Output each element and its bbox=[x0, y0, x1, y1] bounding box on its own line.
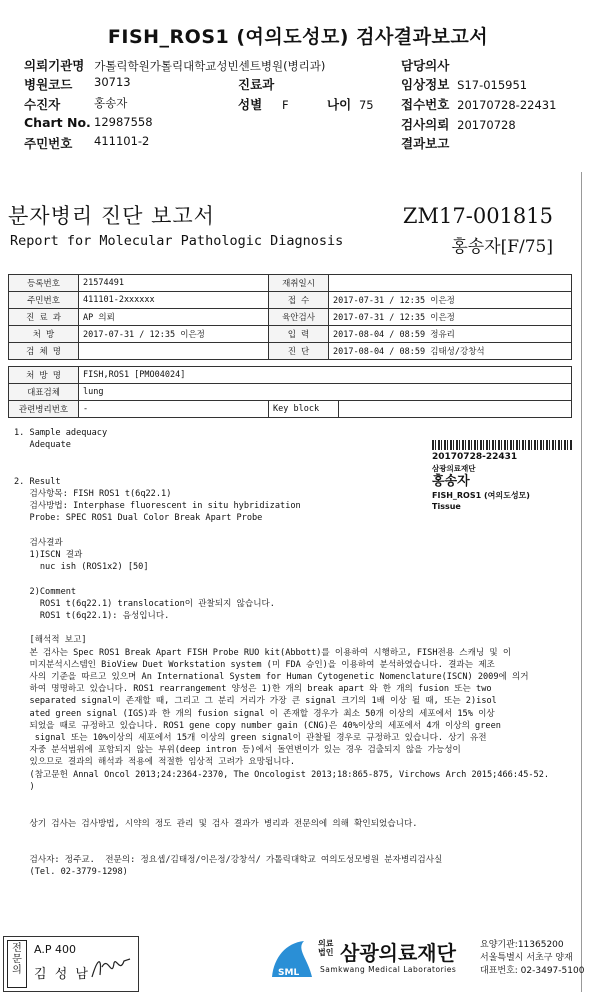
report-line: nuc ish (ROS1x2) [50] bbox=[14, 562, 149, 573]
org-en: Samkwang Medical Laboratories bbox=[320, 965, 457, 974]
hospital-code-label: 병원코드 bbox=[24, 77, 73, 92]
request-row bbox=[401, 115, 516, 133]
report-line: 본 검사는 Spec ROS1 Break Apart FISH Probe RUO kit(Abbott)를 이용하여 시행하고, FISH전용 스캐닝 및 이 bbox=[14, 647, 512, 658]
resident-no-label: 주민번호 bbox=[24, 136, 73, 151]
cosign-label: 재취일시 bbox=[269, 275, 329, 292]
phone-row: 대표번호: 02-3497-5100 bbox=[480, 966, 585, 976]
specimen-value bbox=[79, 343, 269, 360]
institution-row bbox=[24, 56, 325, 74]
report-line bbox=[14, 793, 549, 805]
report-line: signal 또는 10%이상의 세포에서 15개 이상의 green signal이 관찰될 경우로 규정하고 있습니다. 상기 유전 bbox=[14, 733, 487, 744]
report-line: ROS1 t(6q22.1): 음성입니다. bbox=[14, 611, 170, 622]
age-value: 75 bbox=[358, 98, 374, 112]
chart-no-row bbox=[24, 115, 153, 130]
institution-value: 가톨릭학원가톨릭대학교성빈센트병원(병리과) bbox=[94, 59, 326, 73]
gross-label: 육안검사 bbox=[269, 309, 329, 326]
report-line: (Tel. 02-3779-1298) bbox=[14, 867, 128, 878]
patient-value: 홍송자 bbox=[94, 96, 128, 110]
doctor-label: 담당의사 bbox=[401, 58, 450, 73]
table-row bbox=[9, 401, 572, 418]
receipt-no-value: 20170728-22431 bbox=[457, 98, 557, 112]
hospital-code-value: 30713 bbox=[94, 75, 131, 89]
report-line: 미지분석시스템인 BioView Duet Workstation system (미 FDA 승인)을 이용하여 분석하였습니다. 결과는 제조 bbox=[14, 659, 495, 670]
report-line: 되었을 때로 규정하고 있습니다. ROS1 gene copy number gain (CNG)은 40%이상의 세포에서 4개 이상의 green bbox=[14, 720, 501, 731]
cosign-value bbox=[329, 275, 572, 292]
org-prefix: 의료법인 bbox=[318, 939, 334, 957]
order-table bbox=[8, 366, 572, 418]
sticker-test: FISH_ROS1 (여의도성모) bbox=[432, 491, 530, 500]
order-value: FISH,ROS1 [PMO04024] bbox=[79, 367, 572, 384]
gross-value: 2017-07-31 / 12:35 이은정 bbox=[329, 309, 572, 326]
sticker-patient: 홍송자 bbox=[432, 474, 470, 489]
reg-no-value: 21574491 bbox=[79, 275, 269, 292]
chart-no-value: 12987558 bbox=[94, 115, 153, 129]
input-label: 입 력 bbox=[269, 326, 329, 343]
sml-logo-icon bbox=[268, 937, 316, 985]
report-line: 검사결과 bbox=[14, 537, 63, 548]
reg-no-label: 등록번호 bbox=[9, 275, 79, 292]
sticker-receipt-no: 20170728-22431 bbox=[432, 452, 518, 462]
related-label: 관련병리번호 bbox=[9, 401, 79, 418]
hospital-code-row bbox=[24, 75, 131, 93]
resident-value: 411101-2xxxxxx bbox=[79, 292, 269, 309]
report-title-ko: 분자병리 진단 보고서 bbox=[8, 204, 215, 228]
report-line: 2)Comment bbox=[14, 586, 77, 597]
report-line: separated signal이 존재할 때, 그리고 그 분리 거리가 가장 큰 signal 크기의 1배 이상 될 때, 또는 2)isol bbox=[14, 696, 497, 707]
age-row bbox=[327, 95, 374, 113]
report-line bbox=[14, 805, 549, 817]
report-title-en: Report for Molecular Pathologic Diagnosis bbox=[10, 233, 344, 249]
receipt-label: 접 수 bbox=[269, 292, 329, 309]
keyblock-value bbox=[339, 401, 572, 418]
report-line bbox=[14, 573, 549, 585]
dept-label: 진 료 과 bbox=[9, 309, 79, 326]
report-line bbox=[14, 830, 549, 842]
report-body bbox=[14, 427, 549, 879]
address: 서울특별시 서초구 양재 bbox=[480, 953, 573, 963]
receipt-no-row bbox=[401, 95, 556, 113]
report-line: 검사항목: FISH ROS1 t(6q22.1) bbox=[14, 489, 172, 500]
report-line bbox=[14, 622, 549, 634]
request-label: 검사의뢰 bbox=[401, 117, 450, 132]
table-row bbox=[9, 309, 572, 326]
report-line: 검사자: 정주교. 전문의: 정요셉/김태정/이은정/강창석/ 가톨릭대학교 여의도성모병원 분자병리검사실 bbox=[14, 855, 443, 866]
info-table bbox=[8, 274, 572, 360]
report-line: 상기 검사는 검사방법, 시약의 정도 관리 및 검사 결과가 병리과 전문의에 의해 확인되었습니다. bbox=[14, 818, 418, 829]
report-line: 자중 분석범위에 포함되지 않는 부위(deep intron 등)에서 돌연변이가 있는 경우 검출되지 않을 가능성이 bbox=[14, 745, 461, 756]
request-value: 20170728 bbox=[457, 118, 516, 132]
resident-no-value: 411101-2 bbox=[94, 134, 150, 148]
ap-number: A.P 400 bbox=[34, 943, 76, 956]
dept-value: AP 의뢰 bbox=[79, 309, 269, 326]
page-title: FISH_ROS1 (여의도성모) 검사결과보고서 bbox=[107, 26, 489, 48]
specimen-label: 검 체 명 bbox=[9, 343, 79, 360]
table-row bbox=[9, 367, 572, 384]
table-row bbox=[9, 384, 572, 401]
report-line: 사의 기준을 따르고 있으며 An International System for Human Cytogenetic Nomenclature(ISCN) 2009에 의거 bbox=[14, 672, 529, 683]
prescribe-value: 2017-07-31 / 12:35 이은정 bbox=[79, 326, 269, 343]
report-line: 있으므로 결과의 해석과 적용에 적절한 임상적 고려가 요망됩니다. bbox=[14, 757, 296, 768]
diagnosis-label: 진 단 bbox=[269, 343, 329, 360]
report-line: 1. Sample adequacy bbox=[14, 428, 108, 438]
prescribe-label: 처 방 bbox=[9, 326, 79, 343]
org-contact bbox=[480, 939, 584, 978]
input-value: 2017-08-04 / 08:59 정유리 bbox=[329, 326, 572, 343]
report-line: ) bbox=[14, 781, 35, 792]
table-row bbox=[9, 292, 572, 309]
sticker-specimen: Tissue bbox=[432, 502, 461, 511]
report-line: 검사방법: Interphase fluorescent in situ hybridization bbox=[14, 501, 301, 512]
related-value: - bbox=[79, 401, 269, 418]
table-row bbox=[9, 343, 572, 360]
sex-label: 성별 bbox=[238, 97, 263, 112]
logo-text: SML bbox=[278, 968, 300, 978]
report-line: ROS1 t(6q22.1) translocation이 관찰되지 않습니다. bbox=[14, 598, 275, 609]
patient-row bbox=[24, 95, 128, 113]
report-number: ZM17-001815 bbox=[402, 204, 553, 228]
patient-label: 수진자 bbox=[24, 97, 61, 112]
table-row bbox=[9, 326, 572, 343]
report-line bbox=[14, 842, 549, 854]
clinical-info-row bbox=[401, 75, 527, 93]
report-line: 하여 명명하고 있습니다. ROS1 rearrangement 양성은 1)한 개의 break apart 와 한 개의 fusion 또는 two bbox=[14, 684, 492, 695]
report-line: 2. Result bbox=[14, 476, 61, 487]
sex-value: F bbox=[281, 98, 289, 112]
result-report-label: 결과보고 bbox=[401, 136, 450, 151]
report-line bbox=[14, 525, 549, 537]
doctor-stamp-box bbox=[3, 936, 139, 992]
sex-row bbox=[238, 95, 289, 113]
table-row bbox=[9, 275, 572, 292]
report-line bbox=[14, 451, 549, 463]
care-code-row: 요양기관:11365200 bbox=[480, 940, 564, 950]
rep-specimen-value: lung bbox=[79, 384, 572, 401]
clinical-info-label: 임상정보 bbox=[401, 77, 450, 92]
report-line: [해석적 보고] bbox=[14, 635, 87, 646]
chart-no-label: Chart No. bbox=[24, 115, 91, 130]
order-label: 처 방 명 bbox=[9, 367, 79, 384]
signature bbox=[90, 953, 132, 983]
diagnosis-value: 2017-08-04 / 08:59 김태성/강창석 bbox=[329, 343, 572, 360]
report-line: ated green signal (IGS)과 한 개의 fusion signal 이 존재할 경우가 최소 50개 이상의 세포에서 15% 이상 bbox=[14, 708, 495, 719]
report-line: (참고문헌 Annal Oncol 2013;24:2364-2370, The Oncologist 2013;18:865-875, Virchows Arch 2015;466:45-52. bbox=[14, 769, 550, 780]
scanned-report bbox=[0, 172, 585, 992]
clinical-info-value: S17-015951 bbox=[457, 78, 528, 92]
keyblock-label: Key block bbox=[269, 401, 339, 418]
org-name: 삼광의료재단 bbox=[340, 941, 456, 965]
report-line: Adequate bbox=[14, 440, 71, 451]
resident-no-row bbox=[24, 134, 150, 152]
report-line: Probe: SPEC ROS1 Dual Color Break Apart Probe bbox=[14, 513, 263, 524]
report-line bbox=[14, 464, 549, 476]
institution-label: 의뢰기관명 bbox=[24, 58, 85, 73]
receipt-value: 2017-07-31 / 12:35 이은정 bbox=[329, 292, 572, 309]
rep-specimen-label: 대표검체 bbox=[9, 384, 79, 401]
report-line: 1)ISCN 결과 bbox=[14, 550, 83, 561]
resident-label: 주민번호 bbox=[9, 292, 79, 309]
specialist-stamp: 전문의 bbox=[7, 940, 27, 988]
report-patient-tag: 홍송자[F/75] bbox=[451, 237, 553, 257]
age-label: 나이 bbox=[327, 97, 352, 112]
receipt-no-label: 접수번호 bbox=[401, 97, 450, 112]
doctor-name: 김 성 남 bbox=[34, 967, 90, 982]
sticker-org: 삼광의료재단 bbox=[432, 464, 476, 473]
dept-label: 진료과 bbox=[238, 77, 275, 92]
